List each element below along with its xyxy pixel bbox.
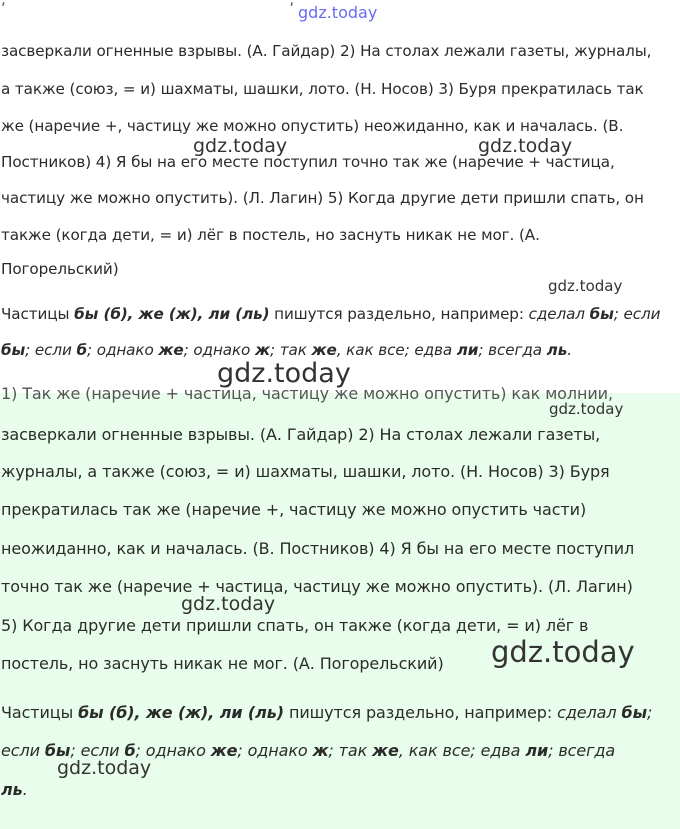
watermark: gdz.today: [548, 277, 623, 295]
cut-off-line: 1) Так же (наречие + частица, частицу же можно опустить) как молнии,: [1, 384, 613, 403]
text-line: Погорельский): [1, 260, 119, 278]
watermark: gdz.today: [57, 757, 152, 779]
watermark: gdz.today: [298, 3, 378, 22]
cut-off-line: [1, 0, 294, 8]
watermark: gdz.today: [549, 400, 624, 418]
text-line: прекратилась так же (наречие +, частицу же можно опустить части): [1, 500, 587, 519]
text-line: также (когда дети, = и) лёг в постель, но заснуть никак не мог. (А.: [1, 226, 540, 244]
text-line: постель, но заснуть никак не мог. (А. Погорельский): [1, 654, 444, 673]
text-line: частицу же можно опустить). (Л. Лагин) 5) Когда другие дети пришли спать, он: [1, 189, 644, 207]
watermark: gdz.today: [217, 358, 351, 389]
text-line: неожиданно, как и началась. (В. Постников) 4) Я бы на его месте поступил: [1, 539, 635, 558]
watermark: gdz.today: [181, 593, 276, 615]
text-line: точно так же (наречие + частица, частицу же можно опустить). (Л. Лагин): [1, 577, 633, 596]
text-line: журналы, а также (союз, = и) шахматы, шашки, лото. (Н. Носов) 3) Буря: [1, 462, 610, 481]
text-line: а также (союз, = и) шахматы, шашки, лото. (Н. Носов) 3) Буря прекратилась так: [1, 80, 644, 98]
rule-line: ль.: [1, 780, 28, 799]
rule-line: Частицы бы (б), же (ж), ли (ль) пишутся раздельно, например: сделал бы;: [1, 703, 653, 722]
text-line: же (наречие +, частицу же можно опустить) неожиданно, как и началась. (В.: [1, 117, 624, 135]
rule-line: если бы; если б; однако же; однако ж; так же, как все; едва ли; всегда: [1, 741, 616, 760]
answer-text-block: [0, 384, 680, 829]
text-line: засверкали огненные взрывы. (А. Гайдар) 2) На столах лежали газеты, журналы,: [1, 42, 652, 60]
rule-line: бы; если б; однако же; однако ж; так же, как все; едва ли; всегда ль.: [1, 341, 572, 359]
text-line: засверкали огненные взрывы. (А. Гайдар) 2) На столах лежали газеты,: [1, 425, 601, 444]
original-text-block: [0, 0, 680, 393]
text-line: 5) Когда другие дети пришли спать, он также (когда дети, = и) лёг в: [1, 616, 589, 635]
watermark: gdz.today: [478, 135, 573, 157]
rule-line: Частицы бы (б), же (ж), ли (ль) пишутся раздельно, например: сделал бы; если: [1, 305, 661, 323]
text-line: Постников) 4) Я бы на его месте поступил точно так же (наречие + частица,: [1, 153, 615, 171]
watermark: gdz.today: [491, 635, 635, 669]
watermark: gdz.today: [193, 135, 288, 157]
